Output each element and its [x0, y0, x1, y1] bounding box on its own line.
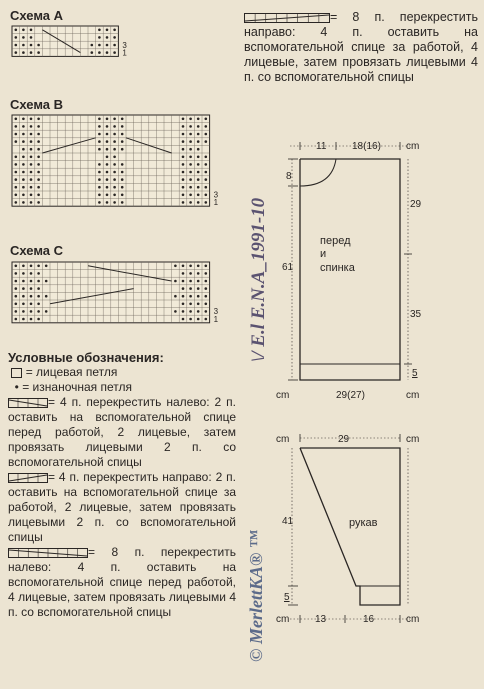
purl-dot [22, 194, 25, 197]
purl-dot [197, 186, 200, 189]
purl-dot [22, 201, 25, 204]
purl-dot [106, 163, 109, 166]
purl-dot [182, 295, 185, 298]
purl-dot [30, 29, 33, 32]
purl-dot [189, 310, 192, 313]
purl-dot [15, 133, 18, 136]
purl-dot [113, 156, 116, 159]
body-unit-top: cm [406, 141, 420, 152]
sleeve-dim-top: 29 [338, 434, 350, 445]
purl-dot [106, 51, 109, 54]
legend-cross4-left: = 4 п. перекрестить налево: 2 п. оставить на вспомогательной спице перед работой, 2 лицевые, затем провязать лицевыми 2 п. со вспомогательной спицы [8, 395, 236, 469]
purl-dot [106, 140, 109, 143]
knit-stitch-icon [11, 368, 22, 378]
purl-dot [106, 118, 109, 121]
purl-dot [30, 194, 33, 197]
purl-dot [37, 318, 40, 321]
purl-dot [15, 295, 18, 298]
purl-dot [15, 156, 18, 159]
sleeve-dim-rib: 5 [284, 592, 290, 603]
purl-dot [98, 125, 101, 128]
purl-dot [30, 287, 33, 290]
purl-dot [30, 36, 33, 39]
purl-dot [37, 186, 40, 189]
purl-dot [22, 318, 25, 321]
purl-dot [106, 171, 109, 174]
purl-dot [197, 148, 200, 151]
purl-dot [22, 125, 25, 128]
purl-dot [30, 265, 33, 268]
purl-dot [121, 148, 124, 151]
purl-dot [15, 280, 18, 283]
purl-dot [98, 36, 101, 39]
purl-dot [121, 194, 124, 197]
purl-dot [182, 265, 185, 268]
sleeve-dim-height: 41 [282, 516, 294, 527]
purl-dot [197, 194, 200, 197]
body-unit-bottom-right: cm [406, 390, 420, 401]
purl-dot [22, 140, 25, 143]
purl-dot [37, 156, 40, 159]
purl-dot [30, 186, 33, 189]
purl-dot [205, 178, 208, 181]
purl-dot [205, 272, 208, 275]
legend-title: Условные обозначения: [8, 350, 164, 365]
purl-dot [189, 171, 192, 174]
sleeve-unit-top-right: cm [406, 434, 420, 445]
purl-dot [30, 178, 33, 181]
row-number-label: 1 [213, 198, 219, 208]
purl-dot [15, 140, 18, 143]
purl-dot [22, 272, 25, 275]
body-pattern-diagram [270, 134, 430, 404]
purl-dot [30, 125, 33, 128]
purl-dot [182, 156, 185, 159]
purl-dot [15, 51, 18, 54]
purl-dot [197, 280, 200, 283]
purl-dot [98, 194, 101, 197]
scheme-b-chart [10, 113, 222, 215]
purl-dot [182, 125, 185, 128]
purl-dot [37, 140, 40, 143]
purl-dot [121, 140, 124, 143]
purl-dot [182, 272, 185, 275]
body-dim-rib: 5 [412, 368, 418, 379]
purl-dot [205, 140, 208, 143]
purl-dot [197, 171, 200, 174]
row-number-label: 1 [122, 48, 127, 58]
purl-dot [106, 133, 109, 136]
purl-dot [113, 186, 116, 189]
purl-dot [205, 303, 208, 306]
purl-dot [197, 156, 200, 159]
purl-dot [197, 272, 200, 275]
purl-dot [45, 265, 48, 268]
note-cross8-right: = 8 п. перекрестить направо: 4 п. оставить на вспомогательной спице за работой, 4 лицевые, затем провязать лицевыми 4 п. со вспомогательной спицы [244, 10, 478, 84]
purl-dot [182, 118, 185, 121]
purl-dot [30, 133, 33, 136]
purl-dot [45, 280, 48, 283]
purl-dot [30, 318, 33, 321]
purl-dot [197, 303, 200, 306]
purl-dot [15, 118, 18, 121]
purl-dot [189, 186, 192, 189]
body-label-line1: перед [320, 235, 351, 247]
purl-dot [113, 44, 116, 47]
purl-dot [205, 194, 208, 197]
purl-dot [30, 280, 33, 283]
purl-dot [197, 201, 200, 204]
purl-dot [30, 310, 33, 313]
row-number-label: 3 [213, 190, 219, 200]
scheme-a-chart [10, 24, 140, 62]
purl-dot [37, 163, 40, 166]
purl-dot [22, 148, 25, 151]
purl-dot [37, 44, 40, 47]
purl-dot [15, 44, 18, 47]
purl-dot [22, 310, 25, 313]
sleeve-dim-bottom-left: 13 [315, 614, 327, 625]
sleeve-unit-bottom-left: cm [276, 614, 290, 625]
purl-dot [30, 156, 33, 159]
purl-dot [98, 29, 101, 32]
purl-dot [30, 303, 33, 306]
purl-dot [113, 140, 116, 143]
body-label-line2: и [320, 248, 327, 260]
purl-dot [121, 118, 124, 121]
purl-dot [98, 118, 101, 121]
row-number-label: 3 [213, 307, 219, 317]
purl-dot [205, 201, 208, 204]
purl-dot [121, 125, 124, 128]
cross-4-left-icon [8, 398, 48, 408]
purl-dot [98, 171, 101, 174]
purl-dot [98, 186, 101, 189]
legend-cross8-left: = 8 п. перекрестить налево: 4 п. оставить на вспомогательной спице перед работой, 4 лицевые, затем провязать лицевыми 4 п. со вспомогательной спицы [8, 545, 236, 619]
purl-dot [98, 148, 101, 151]
purl-dot [98, 133, 101, 136]
purl-dot [22, 44, 25, 47]
purl-dot [106, 125, 109, 128]
purl-dot [205, 171, 208, 174]
purl-dot [205, 287, 208, 290]
purl-dot [106, 29, 109, 32]
purl-dot [182, 201, 185, 204]
purl-dot [22, 287, 25, 290]
purl-dot [197, 295, 200, 298]
purl-dot [197, 178, 200, 181]
purl-dot [182, 186, 185, 189]
purl-dot [37, 280, 40, 283]
purl-dot [106, 148, 109, 151]
purl-dot [113, 178, 116, 181]
purl-dot [121, 186, 124, 189]
body-dim-total: 61 [282, 262, 294, 273]
legend-purl: • = изнаночная петля [14, 380, 132, 394]
purl-dot [106, 36, 109, 39]
purl-dot [113, 51, 116, 54]
purl-dot [189, 163, 192, 166]
purl-dot [113, 118, 116, 121]
purl-dot [197, 140, 200, 143]
purl-dot [22, 280, 25, 283]
purl-dot [98, 201, 101, 204]
purl-dot [15, 125, 18, 128]
purl-dot [182, 133, 185, 136]
purl-dot [22, 133, 25, 136]
purl-dot [106, 194, 109, 197]
sleeve-pattern-diagram [270, 428, 430, 628]
purl-dot [15, 29, 18, 32]
purl-dot [113, 36, 116, 39]
purl-dot [45, 310, 48, 313]
purl-dot [174, 280, 177, 283]
purl-dot [37, 133, 40, 136]
purl-dot [15, 171, 18, 174]
purl-dot [37, 171, 40, 174]
body-dim-upper: 29 [410, 199, 422, 210]
purl-dot [113, 201, 116, 204]
watermark-copyright: © MerlettKA® ™ [246, 530, 266, 662]
purl-dot [15, 303, 18, 306]
purl-dot [121, 133, 124, 136]
purl-dot [22, 36, 25, 39]
purl-dot [15, 310, 18, 313]
purl-dot [205, 265, 208, 268]
purl-dot [182, 171, 185, 174]
purl-dot [197, 133, 200, 136]
purl-dot [182, 163, 185, 166]
purl-dot [22, 178, 25, 181]
purl-dot [189, 318, 192, 321]
purl-dot [189, 295, 192, 298]
purl-dot [15, 265, 18, 268]
purl-dot [98, 140, 101, 143]
body-dim-neck: 8 [286, 171, 292, 182]
purl-dot [174, 265, 177, 268]
purl-dot [22, 303, 25, 306]
scheme-b-title: Схема В [10, 97, 64, 112]
purl-dot [91, 44, 94, 47]
purl-dot [22, 186, 25, 189]
purl-dot [37, 148, 40, 151]
purl-dot [205, 310, 208, 313]
row-number-label: 1 [213, 314, 219, 324]
purl-dot [37, 287, 40, 290]
purl-dot [15, 194, 18, 197]
purl-dot [15, 287, 18, 290]
purl-dot [30, 44, 33, 47]
purl-dot [106, 44, 109, 47]
watermark-vertical: \/ E.l E.N.A_1991-10 [248, 197, 269, 362]
purl-dot [30, 171, 33, 174]
purl-dot [189, 280, 192, 283]
purl-dot [121, 163, 124, 166]
purl-dot [15, 36, 18, 39]
purl-dot [182, 178, 185, 181]
body-dim-top-left: 11 [316, 141, 327, 152]
purl-dot [113, 171, 116, 174]
purl-dot [15, 201, 18, 204]
purl-stitch-icon: • [14, 380, 19, 394]
purl-dot [22, 163, 25, 166]
body-dim-top-right: 18(16) [352, 141, 381, 152]
purl-dot [15, 178, 18, 181]
purl-dot [37, 272, 40, 275]
purl-dot [22, 118, 25, 121]
purl-dot [22, 29, 25, 32]
purl-dot [98, 44, 101, 47]
purl-dot [182, 140, 185, 143]
purl-dot [189, 287, 192, 290]
legend [8, 350, 236, 620]
purl-dot [205, 156, 208, 159]
purl-dot [182, 194, 185, 197]
purl-dot [182, 318, 185, 321]
purl-dot [113, 133, 116, 136]
purl-dot [174, 310, 177, 313]
purl-dot [205, 125, 208, 128]
purl-dot [22, 171, 25, 174]
purl-dot [197, 125, 200, 128]
scheme-c-chart [10, 260, 222, 328]
sleeve-unit-bottom-right: cm [406, 614, 420, 625]
purl-dot [15, 272, 18, 275]
legend-cross4-right: = 4 п. перекрестить направо: 2 п. оставить на вспомогательной спице за работой, 2 лицевые, затем провязать лицевыми 2 п. со вспомогательной спицы [8, 470, 236, 544]
purl-dot [98, 163, 101, 166]
purl-dot [197, 318, 200, 321]
purl-dot [22, 265, 25, 268]
body-unit-bottom-left: cm [276, 390, 290, 401]
purl-dot [15, 318, 18, 321]
sleeve-unit-top-left: cm [276, 434, 290, 445]
purl-dot [22, 51, 25, 54]
purl-dot [182, 287, 185, 290]
purl-dot [113, 163, 116, 166]
purl-dot [121, 201, 124, 204]
purl-dot [205, 118, 208, 121]
purl-dot [113, 29, 116, 32]
purl-dot [189, 156, 192, 159]
row-number-label: 3 [122, 40, 127, 50]
cross-8-left-icon [8, 548, 88, 558]
purl-dot [189, 125, 192, 128]
purl-dot [30, 140, 33, 143]
purl-dot [182, 280, 185, 283]
purl-dot [205, 295, 208, 298]
purl-dot [30, 163, 33, 166]
purl-dot [189, 133, 192, 136]
purl-dot [15, 163, 18, 166]
purl-dot [106, 201, 109, 204]
purl-dot [189, 272, 192, 275]
purl-dot [106, 178, 109, 181]
purl-dot [22, 295, 25, 298]
purl-dot [205, 318, 208, 321]
purl-dot [197, 118, 200, 121]
purl-dot [30, 295, 33, 298]
body-dim-lower: 35 [410, 309, 422, 320]
purl-dot [106, 186, 109, 189]
purl-dot [45, 295, 48, 298]
legend-knit: = лицевая петля [8, 365, 236, 380]
purl-dot [15, 186, 18, 189]
purl-dot [37, 303, 40, 306]
scheme-a-title: Схема А [10, 8, 64, 23]
cross-8-right-icon [244, 13, 330, 23]
purl-dot [197, 310, 200, 313]
purl-dot [205, 280, 208, 283]
purl-dot [189, 303, 192, 306]
purl-dot [189, 148, 192, 151]
purl-dot [174, 295, 177, 298]
body-label-line3: спинка [320, 262, 355, 274]
purl-dot [189, 265, 192, 268]
purl-dot [189, 140, 192, 143]
purl-dot [189, 201, 192, 204]
purl-dot [30, 118, 33, 121]
purl-dot [37, 125, 40, 128]
purl-dot [121, 171, 124, 174]
purl-dot [22, 156, 25, 159]
sleeve-dim-bottom-right: 16 [363, 614, 375, 625]
purl-dot [37, 178, 40, 181]
purl-dot [197, 265, 200, 268]
sleeve-label: рукав [349, 517, 378, 529]
purl-dot [205, 186, 208, 189]
purl-dot [197, 163, 200, 166]
purl-dot [37, 194, 40, 197]
purl-dot [30, 272, 33, 275]
purl-dot [189, 178, 192, 181]
purl-dot [37, 118, 40, 121]
purl-dot [121, 178, 124, 181]
purl-dot [113, 148, 116, 151]
purl-dot [37, 51, 40, 54]
purl-dot [30, 201, 33, 204]
purl-dot [182, 303, 185, 306]
purl-dot [189, 194, 192, 197]
purl-dot [30, 51, 33, 54]
purl-dot [37, 310, 40, 313]
purl-dot [205, 163, 208, 166]
cross-4-right-icon [8, 473, 48, 483]
purl-dot [37, 295, 40, 298]
purl-dot [205, 133, 208, 136]
scheme-c-title: Схема С [10, 243, 64, 258]
purl-dot [30, 148, 33, 151]
purl-dot [37, 265, 40, 268]
purl-dot [182, 310, 185, 313]
purl-dot [91, 51, 94, 54]
purl-dot [189, 118, 192, 121]
purl-dot [37, 201, 40, 204]
purl-dot [182, 148, 185, 151]
purl-dot [113, 194, 116, 197]
purl-dot [106, 156, 109, 159]
purl-dot [197, 287, 200, 290]
purl-dot [98, 51, 101, 54]
purl-dot [113, 125, 116, 128]
body-dim-bottom: 29(27) [336, 390, 365, 401]
purl-dot [98, 178, 101, 181]
